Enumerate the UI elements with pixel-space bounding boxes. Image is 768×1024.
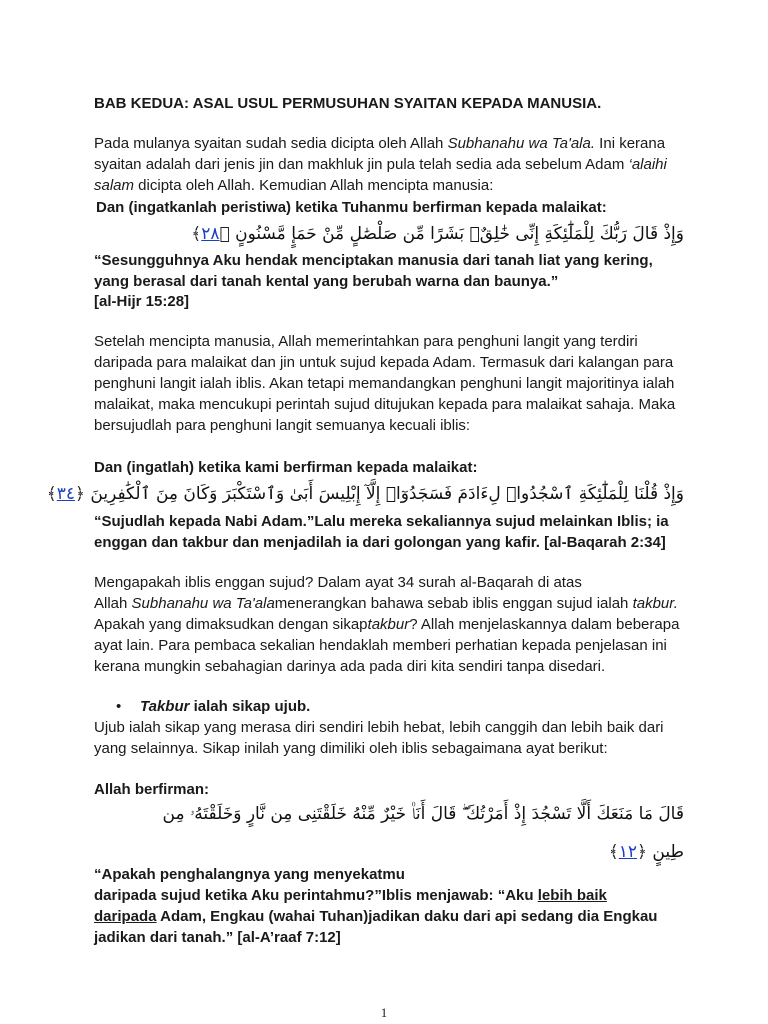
paragraph-2-line-1: Setelah mencipta manusia, Allah memerintahkan para penghuni langit yang terdiri: [94, 333, 638, 350]
paragraph-2-line-5: bersujudlah para penghuni langit semuanya kecuali iblis:: [94, 417, 471, 434]
quote-3-translation-line-1: “Apakah penghalangnya yang menyekatmu: [94, 866, 405, 883]
paragraph-1-line-3: salam dicipta oleh Allah. Kemudian Allah mencipta manusia:: [94, 177, 494, 194]
paragraph-3-line-4: ayat lain. Para pembaca sekalian hendaklah memberi perhatian kepada penjelasan ini: [94, 637, 667, 654]
ayah-number-28[interactable]: ٢٨: [201, 224, 220, 244]
ayah-number-12[interactable]: ١٢: [618, 842, 638, 862]
paragraph-2-line-2: daripada para malaikat dan jin untuk sujud kepada Adam. Termasuk dari kalangan para: [94, 354, 674, 371]
quote-1-translation-line-1: “Sesungguhnya Aku hendak menciptakan manusia dari tanah liat yang kering,: [94, 252, 653, 269]
quote-3-arabic-line-1: قَالَ مَا مَنَعَكَ أَلَّا تَسْجُدَ إِذْ أَمَرْتُكَ ۖ قَالَ أَنَا۠ خَيْرٌ مِّنْهُ خَلَقْتَنِى مِن نَّارٍ وَخَلَقْتَهُۥ مِن: [162, 804, 684, 824]
paragraph-3-line-3: Apakah yang dimaksudkan dengan sikaptakbur? Allah menjelaskannya dalam beberapa: [94, 616, 680, 633]
chapter-heading: BAB KEDUA: ASAL USUL PERMUSUHAN SYAITAN KEPADA MANUSIA.: [94, 95, 602, 112]
paragraph-3-line-5: kerana mungkin sebahagian darinya ada pada diri kita sendiri tanpa disedari.: [94, 658, 606, 675]
page-number: 1: [380, 1005, 388, 1020]
quote-3-translation-line-4: jadikan dari tanah.” [al-A’raaf 7:12]: [94, 929, 341, 946]
quote-3-translation-line-2: daripada sujud ketika Aku perintahmu?”Iblis menjawab: “Aku lebih baik: [94, 887, 607, 904]
paragraph-4-line-2: yang selainnya. Sikap inilah yang dimiliki oleh iblis sebagaimana ayat berikut:: [94, 740, 608, 757]
quote-1-arabic: وَإِذْ قَالَ رَبُّكَ لِلْمَلَٰٓئِكَةِ إِنِّى خَٰلِقٌۢ بَشَرًا مِّن صَلْصَٰلٍ مِّنْ حَمَإٍ مَّسْنُونٍ ﴿٢٨﴾: [191, 224, 684, 244]
quote-2-intro: Dan (ingatlah) ketika kami berfirman kepada malaikat:: [94, 459, 478, 476]
bullet-item-takbur: • Takbur ialah sikap ujub.: [116, 698, 311, 715]
paragraph-2-line-4: malaikat, maka mencukupi perintah sujud ditujukan kepada para malaikat sahaja. Maka: [94, 396, 676, 413]
quote-3-intro: Allah berfirman:: [94, 781, 210, 798]
ayah-number-34[interactable]: ٣٤: [56, 484, 76, 504]
quote-2-arabic: وَإِذْ قُلْنَا لِلْمَلَٰٓئِكَةِ ٱسْجُدُوا۟ لِءَادَمَ فَسَجَدُوٓا۟ إِلَّآ إِبْلِيسَ أَبَىٰ وَٱسْتَكْبَرَ وَكَانَ مِنَ ٱلْكَٰفِرِينَ ﴿٣٤﴾: [46, 484, 684, 504]
quote-1-intro: Dan (ingatkanlah peristiwa) ketika Tuhanmu berfirman kepada malaikat:: [96, 199, 607, 216]
quote-3-arabic-line-2: طِينٍ ﴿١٢﴾: [608, 842, 684, 862]
quote-3-translation-line-3: daripada Adam, Engkau (wahai Tuhan)jadikan daku dari api sedang dia Engkau: [94, 908, 658, 925]
quote-2-translation-line-1: “Sujudlah kepada Nabi Adam.”Lalu mereka sekaliannya sujud melainkan Iblis; ia: [94, 513, 669, 530]
paragraph-3-line-2: Allah Subhanahu wa Ta'alamenerangkan bahawa sebab iblis enggan sujud ialah takbur.: [94, 595, 678, 612]
quote-2-translation-line-2: enggan dan takbur dan menjadilah ia dari golongan yang kafir. [al-Baqarah 2:34]: [94, 534, 666, 551]
paragraph-3-line-1: Mengapakah iblis enggan sujud? Dalam ayat 34 surah al-Baqarah di atas: [94, 574, 582, 591]
quote-1-translation-line-2: yang berasal dari tanah kental yang berubah warna dan baunya.”: [94, 273, 559, 290]
bullet-icon: •: [116, 698, 122, 715]
paragraph-1-line-1: Pada mulanya syaitan sudah sedia dicipta oleh Allah Subhanahu wa Ta'ala. Ini kerana: [94, 135, 666, 152]
quote-1-reference: [al-Hijr 15:28]: [94, 293, 190, 310]
paragraph-1-line-2: syaitan adalah dari jenis jin dan makhluk jin pula telah sedia ada sebelum Adam ‘alaihi: [94, 156, 667, 173]
paragraph-2-line-3: penghuni langit ialah iblis. Akan tetapi memandangkan penghuni langit majoritinya ialah: [94, 375, 675, 392]
paragraph-4-line-1: Ujub ialah sikap yang merasa diri sendiri lebih hebat, lebih canggih dan lebih baik dari: [94, 719, 664, 736]
